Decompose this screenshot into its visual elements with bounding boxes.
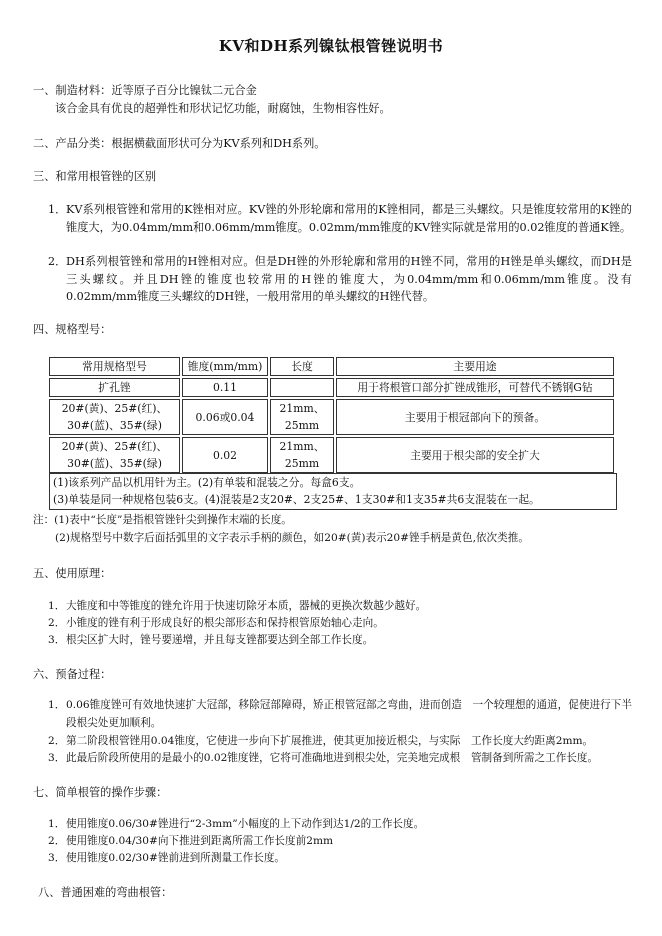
section-6-item-3-number: 3． — [48, 752, 66, 764]
section-5-item-2-text: 小锥度的锉有利于形成良好的根尖部形态和保持根管原始轴心走向。 — [66, 617, 384, 629]
section-6-item-1-text: 0.06锥度锉可有效地快速扩大冠部，移除冠部障碍，矫正根管冠部之弯曲，进而创造 一个较理想的通道，促使进行下半段根尖处更加顺利。 — [66, 699, 632, 729]
length-line: 25mm — [284, 457, 320, 470]
section-5-heading: 五、使用原理： — [33, 567, 112, 580]
section-5-item-3-number: 3． — [48, 634, 66, 646]
length-line: 21mm、 — [279, 440, 325, 453]
spec-line: 30#(蓝)、35#(绿) — [67, 419, 162, 432]
document-title: KV和DH系列镍钛根管锉说明书 — [218, 37, 444, 55]
section-6-heading: 六、预备过程： — [33, 668, 112, 681]
section-7-heading: 七、简单根管的操作步骤： — [33, 786, 168, 799]
spec-line: 20#(黄)、25#(红)、 — [61, 440, 168, 453]
section-6-item-3-text: 此最后阶段所使用的是最小的0.02锥度锉，它将可准确地进到根尖处，完美地完成根 管制备到所需之工作长度。 — [66, 752, 599, 764]
table-cell — [270, 399, 334, 435]
section-5-item-3-text: 根尖区扩大时，锉号要递增，并且每支锉都要达到全部工作长度。 — [66, 634, 374, 646]
table-cell — [270, 378, 334, 397]
section-7-item-3-number: 3． — [48, 852, 66, 864]
section-7-item-2-text: 使用锥度0.04/30#向下推进到距离所需工作长度前2mm — [66, 835, 334, 847]
table-header-row — [49, 357, 614, 376]
table-cell: 用于将根管口部分扩锉成锥形，可替代不锈钢G钻 — [336, 378, 614, 397]
section-2-heading: 二、产品分类：根据横截面形状可分为KV系列和DH系列。 — [33, 137, 326, 150]
section-6-item-2-number: 2． — [48, 735, 66, 747]
table-note-1: 注：(1)表中“长度”是指根管锉针尖到操作末端的长度。 — [33, 514, 292, 526]
table-header-cell: 主要用途 — [336, 357, 614, 376]
table-cell: 0.06或0.04 — [182, 399, 268, 435]
section-6-item-1-number: 1． — [48, 699, 66, 711]
section-3-item-1-number: 1． — [48, 203, 67, 216]
section-7-item-3-text: 使用锥度0.02/30#锉前进到所测量工作长度。 — [66, 852, 286, 864]
table-cell: 主要用于根冠部向下的预备。 — [336, 399, 614, 435]
section-4-heading: 四、规格型号： — [33, 323, 112, 336]
section-5-item-1-number: 1． — [48, 600, 66, 612]
packaging-note-line-2: (3)单装是同一种规格包装6支。(4)混装是2支20#、2支25#、1支30#和1支35#共6支混装在一起。 — [53, 493, 540, 506]
packaging-note-line-1: (1)该系列产品以机用针为主。(2)有单装和混装之分。每盒6支。 — [53, 476, 361, 489]
section-1-text: 该合金具有优良的超弹性和形状记忆功能，耐腐蚀，生物相容性好。 — [55, 102, 391, 115]
section-6-item-2-text: 第二阶段根管锉用0.04锥度，它使进一步向下扩展推进，使其更加接近根尖，与实际 工作长度大约距离2mm。 — [66, 735, 594, 747]
section-3-item-1-text: KV系列根管锉和常用的K锉相对应。KV锉的外形轮廓和常用的K锉相同，都是三头螺纹。只是锥度较常用的K锉的锥度大，为0.04mm/mm和0.06mm/mm锥度。0.02mm/mm锥度的KV锉实际就是常用的0.02锥度的普通K锉。 — [66, 203, 632, 234]
length-line: 21mm、 — [279, 402, 325, 415]
section-1-heading: 一、制造材料：近等原子百分比镍钛二元合金 — [33, 84, 257, 97]
packaging-note-box — [49, 473, 617, 510]
section-5-item-1-text: 大锥度和中等锥度的锉允许用于快速切除牙本质，器械的更换次数越少越好。 — [66, 600, 427, 612]
section-3-item-2-text: DH系列根管锉和常用的H锉相对应。但是DH锉的外形轮廓和常用的H锉不同，常用的H锉是单头螺纹，而DH是三头螺纹。并且DH锉的锥度也较常用的H锉的锥度大，为0.04mm/mm和0.06mm/mm锥度。没有0.02mm/mm锥度三头螺纹的DH锉，一般用常用的单头螺纹的H锉代替。 — [66, 255, 632, 303]
section-5-item-2-number: 2． — [48, 617, 66, 629]
table-cell — [270, 437, 334, 473]
spec-line: 30#(蓝)、35#(绿) — [67, 457, 162, 470]
table-cell: 0.02 — [182, 437, 268, 473]
spec-table — [47, 355, 616, 475]
section-7-item-2-number: 2． — [48, 835, 66, 847]
section-7-item-1-number: 1． — [48, 818, 66, 830]
table-cell: 扩孔锉 — [49, 378, 180, 397]
table-cell: 0.11 — [182, 378, 268, 397]
section-7-item-1-text: 使用锥度0.06/30#锉进行“2-3mm”小幅度的上下动作到达1/2的工作长度。 — [66, 818, 425, 830]
section-3-item-2-number: 2． — [48, 255, 67, 268]
table-header-cell: 锥度(mm/mm) — [182, 357, 268, 376]
table-header-cell: 常用规格型号 — [49, 357, 180, 376]
table-note-2: (2)规格型号中数字后面括弧里的文字表示手柄的颜色，如20#(黄)表示20#锉手柄是黄色,依次类推。 — [55, 532, 529, 544]
table-cell: 主要用于根尖部的安全扩大 — [336, 437, 614, 473]
length-line: 25mm — [284, 419, 320, 432]
table-cell — [49, 437, 180, 473]
table-row — [49, 378, 614, 397]
table-row — [49, 399, 614, 435]
spec-line: 20#(黄)、25#(红)、 — [61, 402, 168, 415]
table-header-cell: 长度 — [270, 357, 334, 376]
section-3-heading: 三、和常用根管锉的区别 — [33, 170, 157, 183]
table-row — [49, 437, 614, 473]
table-cell — [49, 399, 180, 435]
section-8-heading: 八、普通困难的弯曲根管： — [38, 886, 173, 899]
